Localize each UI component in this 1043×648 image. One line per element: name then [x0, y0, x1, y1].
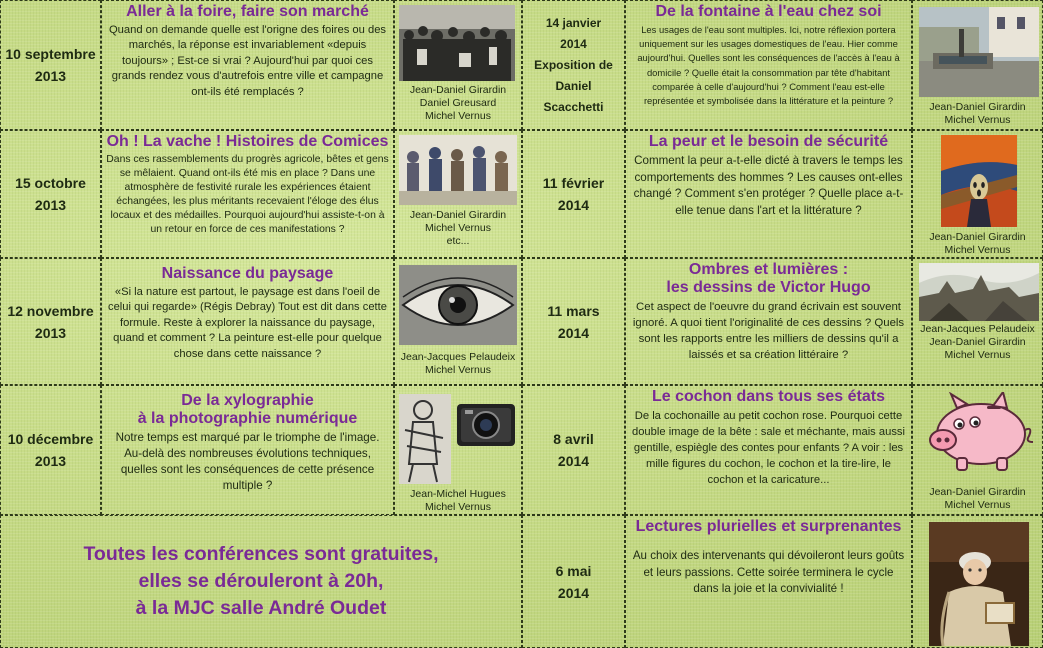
talk-image-cell	[394, 130, 522, 258]
talk-image-cell	[394, 385, 522, 515]
talk-title: Le cochon dans tous ses états	[652, 388, 885, 405]
date-cell: 6 mai 2014	[522, 515, 625, 648]
talk-credits: Jean-Jacques Pelaudeix Michel Vernus	[400, 351, 516, 376]
date-cell: 8 avril 2014	[522, 385, 625, 515]
talk-title: De la fontaine à l'eau chez soi	[655, 3, 882, 20]
talk-text-cell	[625, 258, 912, 385]
eye-engraving	[399, 265, 517, 345]
talk-image-cell	[912, 385, 1043, 515]
footer-line: Toutes les conférences sont gratuites,	[83, 543, 439, 565]
talk-description: Notre temps est marqué par le triomphe de l'image. Au-delà des nombreuses évolutions techniques, quelles sont les conséquences de cette présence multiple ?	[115, 431, 380, 492]
talk-description: Comment la peur a-t-elle dicté à travers le temps les comportements des hommes ? Les causes ont-elles changé ? Comment s'en protéger ? Quelle place a-t-elle tenue dans l'art et la littérature ?	[633, 154, 904, 217]
talk-credits: Jean-Daniel Girardin Michel Vernus	[929, 101, 1026, 126]
talk-image-cell	[394, 0, 522, 130]
talk-image-cell	[912, 130, 1043, 258]
date-cell: 15 octobre 2013	[0, 130, 101, 258]
talk-description: Les usages de l'eau sont multiples. Ici, notre réflexion portera uniquement sur les usages domestiques de l'eau. Hier comme aujourd'hui. Quelles sont les conséquences de l'accès à l'eau à domicile ? Quelle était la consommation par tête d'habitant comparée à celle d'aujourd'hui ? Comment l'eau est-elle représentée et symbolisée dans la littérature et la peinture ?	[637, 24, 900, 107]
piggy-bank	[923, 392, 1035, 472]
talk-description: Quand on demande quelle est l'origne des foires ou des marchés, la réponse est invariablement «depuis toujours» ; Est-ce si vrai ? Aujourd'hui par quoi ces grands rendez vous d'autrefois entre ville et campagne ont-ils été remplacés ?	[108, 24, 387, 98]
talk-image-cell	[912, 258, 1043, 385]
comice-painting	[399, 135, 517, 205]
date-cell: 11 février 2014	[522, 130, 625, 258]
talk-description: De la cochonaille au petit cochon rose. Pourquoi cette double image de la bête : sale et méchante, mais aussi gentille, espiègle des contes pour enfants ? A voir : les mille figures du cochon, le cochon et la tire-lire, le cochon et la caricature...	[631, 410, 905, 486]
talk-credits: Jean-Daniel Girardin Daniel Greusard Michel Vernus	[409, 84, 507, 122]
talk-title: Aller à la foire, faire son marché	[126, 3, 369, 20]
footer-notice	[0, 515, 522, 648]
date-cell: 10 septembre 2013	[0, 0, 101, 130]
reading-painting	[929, 522, 1029, 646]
talk-text-cell	[625, 0, 912, 130]
talk-title: Naissance du paysage	[161, 265, 334, 282]
talk-credits: Jean-Michel Hugues Michel Vernus	[410, 488, 506, 513]
market-crowd-photo	[399, 5, 515, 81]
talk-credits: Jean-Daniel Girardin Michel Vernus	[929, 486, 1026, 511]
date-cell: 10 décembre 2013	[0, 385, 101, 515]
talk-description: «Si la nature est partout, le paysage est dans l'oeil de celui qui regarde» (Régis Debray) Tout est dit dans cette formule. Reste à explorer la naissance du paysage, quand et comment ? La peinture est-elle pour quelque chose dans cette naissance ?	[107, 286, 387, 360]
talk-image-cell	[394, 258, 522, 385]
talk-description: Au choix des intervenants qui dévoileront leurs goûts et leurs passions. Cette soirée terminera le cycle dans la joie et la convivialité !	[632, 549, 905, 595]
talk-text-cell	[101, 258, 394, 385]
talk-description: Dans ces rassemblements du progrès agricole, bêtes et gens se mêlaient. Quand ont-ils été mis en place ? Dans une atmosphère de festivité rurale les expériences étaient échangées, les plus méritants recevaient l'éloge des élus locaux et des médailles. Pourquoi aujourd'hui assiste-t-on à un retour en force de ces manifestations ?	[106, 154, 389, 235]
talk-text-cell	[101, 0, 394, 130]
talk-title: La peur et le besoin de sécurité	[648, 133, 889, 150]
footer-line: elles se dérouleront à 20h,	[138, 570, 384, 592]
scream-painting	[941, 135, 1017, 227]
talk-credits: Jean-Jacques Pelaudeix Jean-Daniel Girardin Michel Vernus	[920, 323, 1035, 361]
talk-title: Ombres et lumières : les dessins de Victor Hugo	[666, 261, 871, 296]
talk-description: Cet aspect de l'oeuvre du grand écrivain est souvent ignoré. A quoi tient l'originalité de ces dessins ? Quels sont les rapports entre les milliers de dessins qu'il a laissés et sa création littéraire ?	[632, 301, 905, 361]
woodcut-and-camera	[399, 394, 517, 484]
talk-text-cell	[101, 130, 394, 258]
talk-text-cell	[625, 385, 912, 515]
talk-title: Lectures plurielles et surprenantes	[635, 518, 902, 535]
talk-credits: Jean-Daniel Girardin Michel Vernus	[929, 231, 1026, 256]
talk-credits: Jean-Daniel Girardin Michel Vernus etc...	[409, 209, 507, 247]
talk-title: De la xylographie à la photographie numérique	[137, 392, 358, 427]
date-cell: 12 novembre 2013	[0, 258, 101, 385]
talk-image-cell	[912, 0, 1043, 130]
talk-title: Oh ! La vache ! Histoires de Comices	[106, 133, 389, 150]
date-cell: 11 mars 2014	[522, 258, 625, 385]
hugo-drawing	[919, 263, 1039, 321]
talk-text-cell	[625, 130, 912, 258]
date-cell: 14 janvier 2014 Exposition de Daniel Scacchetti	[522, 0, 625, 130]
footer-line: à la MJC salle André Oudet	[135, 597, 387, 619]
talk-text-cell	[625, 515, 912, 648]
talk-text-cell	[101, 385, 394, 515]
talk-image-cell	[912, 515, 1043, 648]
village-fountain-photo	[919, 7, 1039, 97]
